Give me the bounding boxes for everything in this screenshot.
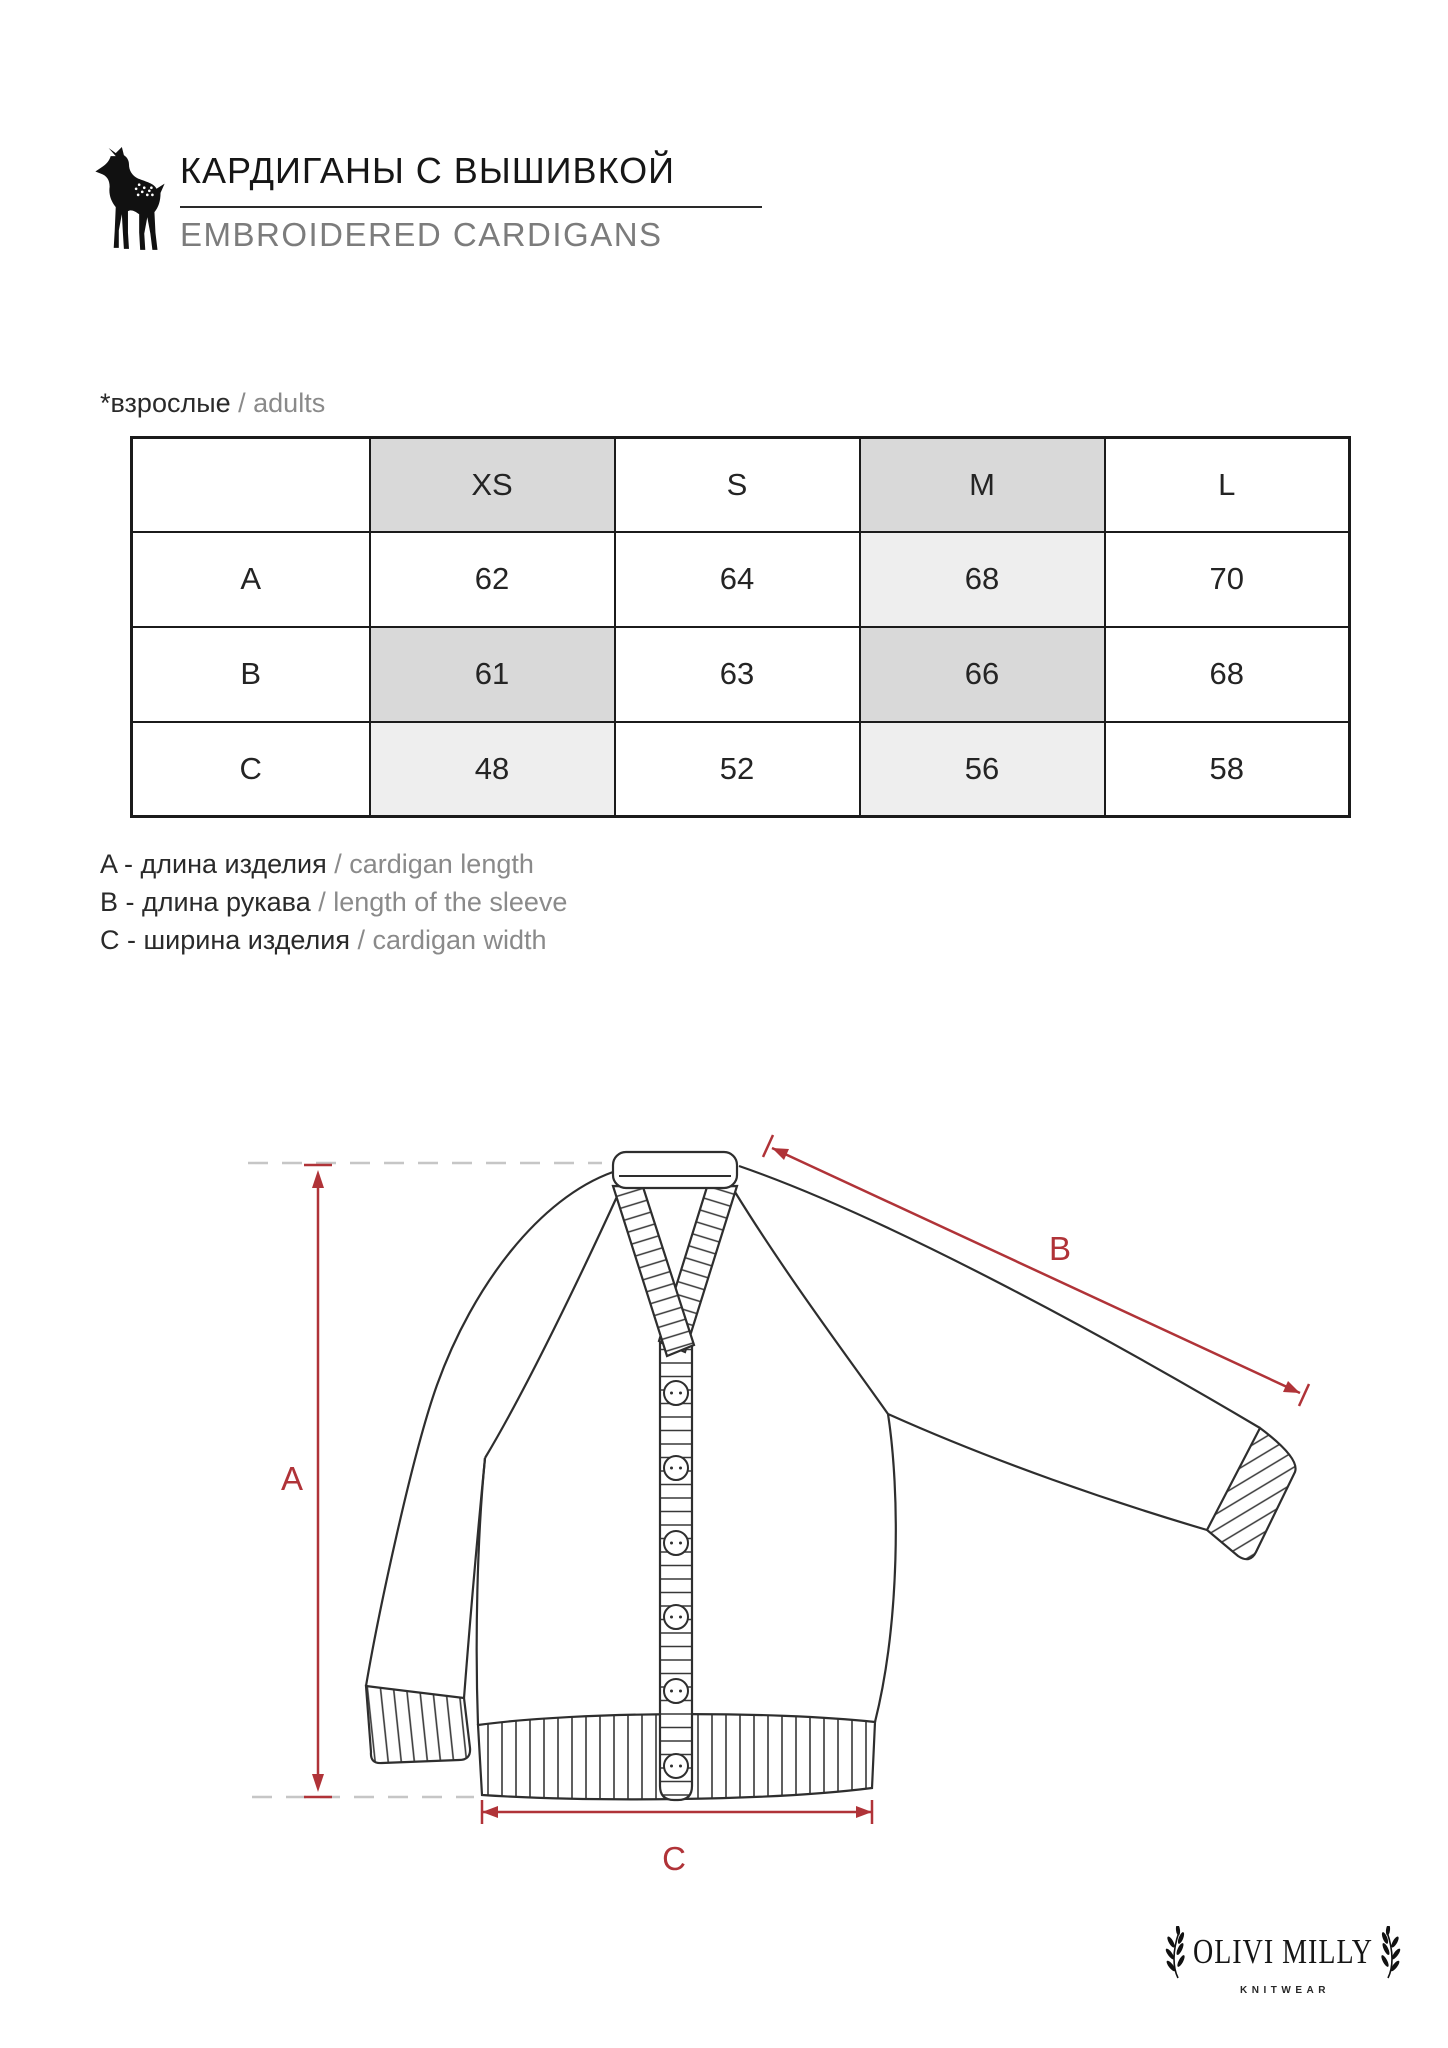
legend-line-c [100, 921, 567, 959]
cell-b-s: 63 [615, 627, 860, 722]
size-col-xs: XS [370, 438, 615, 532]
size-col-m: M [860, 438, 1105, 532]
cell-b-xs: 61 [370, 627, 615, 722]
measurement-label-b: B [1048, 1230, 1072, 1267]
cell-a-xs: 62 [370, 532, 615, 627]
cell-a-l: 70 [1105, 532, 1350, 627]
size-table-corner-cell [132, 438, 370, 532]
row-label: B [132, 627, 370, 722]
measurement-label-a: A [280, 1460, 304, 1497]
cardigan-right-cuff [1207, 1428, 1296, 1559]
cardigan-left-sleeve [366, 1172, 613, 1698]
size-col-l: L [1105, 438, 1350, 532]
audience-note [100, 388, 325, 419]
measurement-arrow-b [763, 1135, 1309, 1406]
page-title-en: EMBROIDERED CARDIGANS [180, 216, 663, 253]
row-label: A [132, 532, 370, 627]
cell-c-xs: 48 [370, 722, 615, 817]
cell-c-s: 52 [615, 722, 860, 817]
legend-c-en: / cardigan width [357, 925, 547, 955]
legend-b-en: / length of the sleeve [318, 887, 568, 917]
cardigan-collar [613, 1152, 737, 1188]
cardigan-right-sleeve [739, 1166, 1260, 1530]
size-col-s: S [615, 438, 860, 532]
legend-line-a [100, 845, 567, 883]
audience-en: / adults [238, 388, 326, 418]
title-underline [180, 206, 762, 208]
row-label: C [132, 722, 370, 817]
brand-row [1164, 1926, 1402, 1980]
measurement-arrow-a [304, 1165, 332, 1797]
brand-name: OLIVI MILLY [1192, 1933, 1374, 1972]
cell-a-m: 68 [860, 532, 1105, 627]
laurel-branch-left-icon [1164, 1926, 1188, 1980]
size-table [130, 436, 1351, 818]
deer-logo-icon [93, 146, 167, 258]
cell-b-m: 66 [860, 627, 1105, 722]
legend-line-b [100, 883, 567, 921]
cell-a-s: 64 [615, 532, 860, 627]
size-table-row-c [132, 722, 1350, 817]
cell-c-m: 56 [860, 722, 1105, 817]
measurement-arrow-c [482, 1800, 872, 1824]
cardigan-button-placket [660, 1343, 692, 1800]
audience-ru: *взрослые [100, 388, 239, 418]
size-table-header-row [132, 438, 1350, 532]
legend-a-ru: A - длина изделия [100, 849, 335, 879]
brand-subtitle: KNITWEAR [1240, 1985, 1330, 1996]
legend-a-en: / cardigan length [334, 849, 534, 879]
legend-b-ru: B - длина рукава [100, 887, 319, 917]
brand-logo [1163, 1926, 1403, 1996]
cardigan-measurement-diagram [230, 1060, 1360, 1940]
legend-c-ru: C - ширина изделия [100, 925, 358, 955]
measurement-legend [100, 845, 567, 959]
cell-c-l: 58 [1105, 722, 1350, 817]
cell-b-l: 68 [1105, 627, 1350, 722]
laurel-branch-right-icon [1378, 1926, 1402, 1980]
page-title-ru: КАРДИГАНЫ С ВЫШИВКОЙ [180, 150, 676, 191]
size-table-row-a [132, 532, 1350, 627]
cardigan-left-cuff [366, 1686, 470, 1763]
size-table-row-b [132, 627, 1350, 722]
measurement-label-c: C [662, 1840, 686, 1877]
